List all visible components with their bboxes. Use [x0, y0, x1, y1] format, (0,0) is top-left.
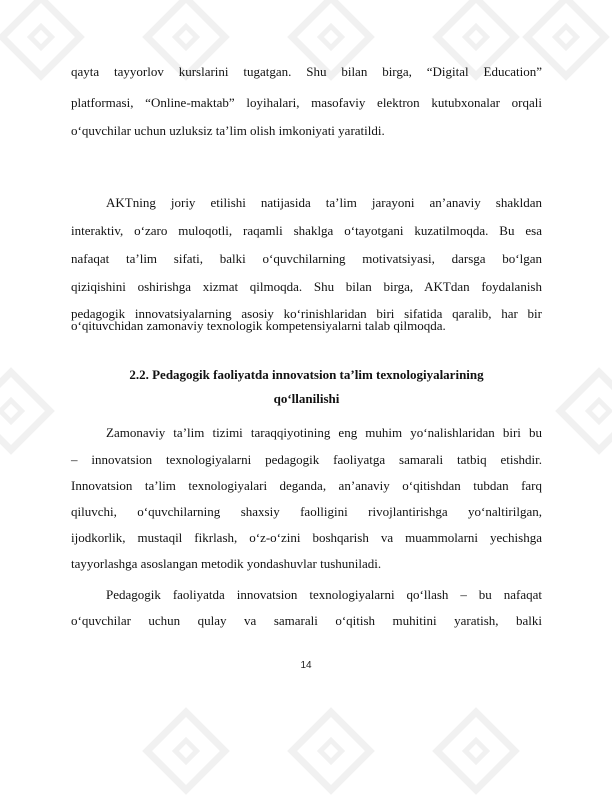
- text-line: ijodkorlik, mustaqil fikrlash, o‘z-o‘zini boshqarish va muammolarni yechishga: [71, 530, 542, 545]
- page-number: 14: [300, 660, 312, 671]
- text-line: nafaqat ta’lim sifati, balki o‘quvchilarning motivatsiyasi, darsga bo‘lgan: [71, 251, 542, 266]
- text-line: Zamonaviy ta’lim tizimi taraqqiyotining eng muhim yo‘nalishlaridan biri bu: [106, 425, 542, 440]
- text-line: o‘qituvchidan zamonaviy texnologik kompetensiyalarni talab qilmoqda.: [71, 318, 446, 333]
- watermark-logo-icon: [432, 707, 520, 795]
- watermark-logo-icon: [142, 707, 230, 795]
- text-line: platformasi, “Online-maktab” loyihalari, masofaviy elektron kutubxonalar orqali: [71, 95, 542, 110]
- text-line: qiziqishini oshirishga xizmat qilmoqda. Shu bilan birga, AKTdan foydalanish: [71, 279, 542, 294]
- watermark-logo-icon: [287, 707, 375, 795]
- text-line: Innovatsion ta’lim texnologiyalari deganda, an’anaviy o‘qitishdan tubdan farq: [71, 478, 542, 493]
- text-line: o‘quvchilar uchun qulay va samarali o‘qitish muhitini yaratish, balki: [71, 613, 542, 628]
- text-line: AKTning joriy etilishi natijasida ta’lim jarayoni an’anaviy shakldan: [106, 195, 542, 210]
- text-line: pedagogik innovatsiyalarning asosiy ko‘rinishlaridan biri sifatida qaralib, har bir: [71, 306, 542, 321]
- text-line: tayyorlashga asoslangan metodik yondashuvlar tushuniladi.: [71, 556, 382, 571]
- text-line: o‘quvchilar uchun uzluksiz ta’lim olish imkoniyati yaratildi.: [71, 123, 385, 138]
- text-line: qiluvchi, o‘quvchilarning shaxsiy faolligini rivojlantirishga yo‘naltirilgan,: [71, 504, 542, 519]
- text-line: interaktiv, o‘zaro muloqotli, raqamli shaklga o‘tayotgani kuzatilmoqda. Bu esa: [71, 223, 542, 238]
- text-line: – innovatsion texnologiyalarni pedagogik faoliyatga samarali tatbiq etishdir.: [71, 452, 542, 467]
- watermark-logo-icon: [555, 367, 612, 455]
- watermark-logo-icon: [0, 367, 55, 455]
- text-line: Pedagogik faoliyatda innovatsion texnologiyalarni qo‘llash – bu nafaqat: [106, 587, 542, 602]
- section-heading: 2.2. Pedagogik faoliyatda innovatsion ta’lim texnologiyalarining: [129, 367, 484, 382]
- section-heading: qo‘llanilishi: [273, 391, 340, 406]
- text-line: qayta tayyorlov kurslarini tugatgan. Shu bilan birga, “Digital Education”: [71, 64, 542, 79]
